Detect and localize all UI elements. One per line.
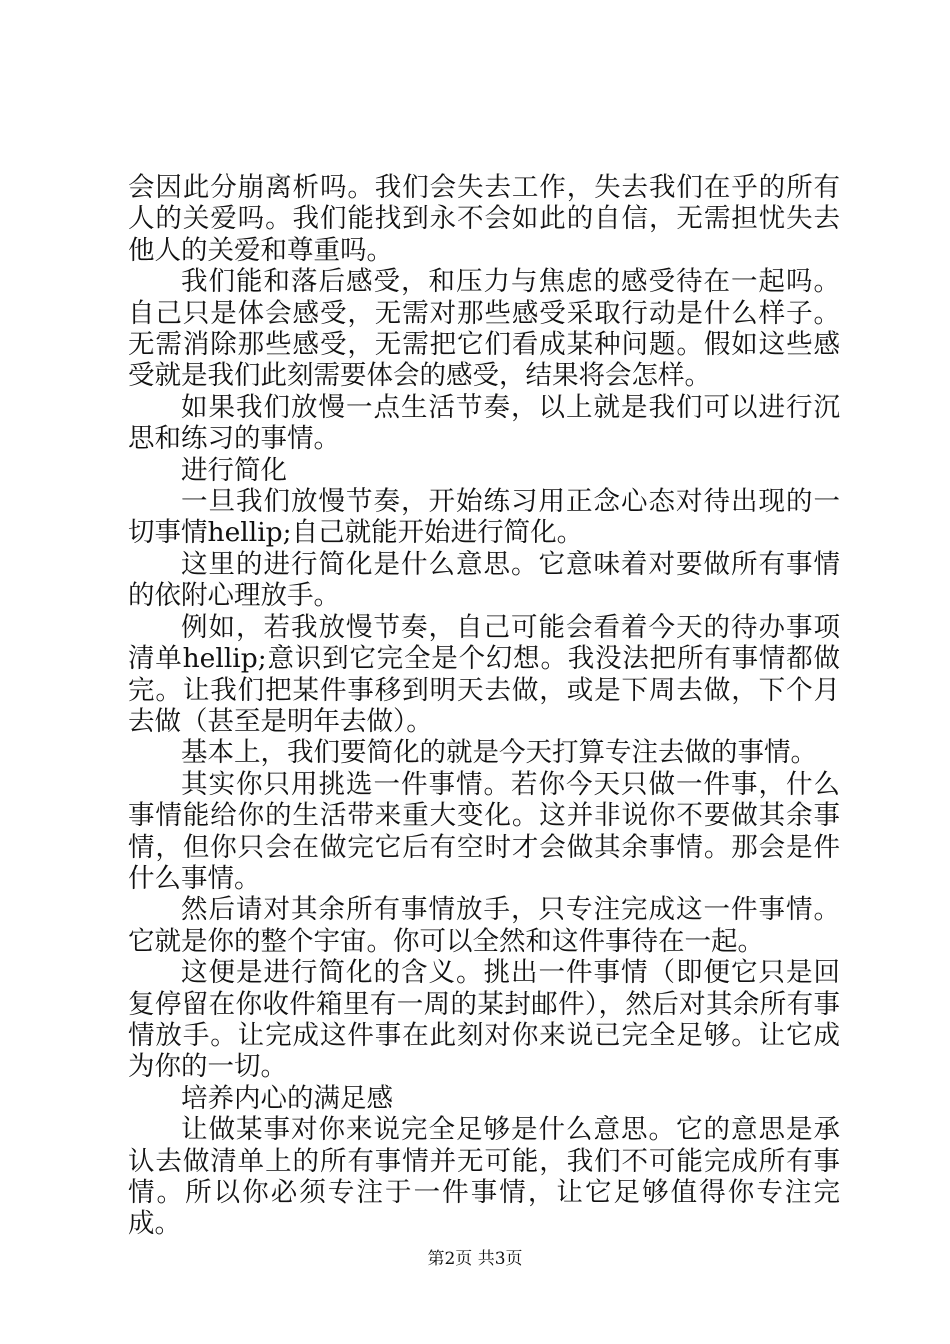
paragraph: 会因此分崩离析吗。我们会失去工作，失去我们在乎的所有人的关爱吗。我们能找到永不会如此的自信，无需担忧失去他人的关爱和尊重吗。 [128,172,840,266]
paragraph: 让做某事对你来说完全足够是什么意思。它的意思是承认去做清单上的所有事情并无可能，我们不可能完成所有事情。所以你必须专注于一件事情，让它足够值得你专注完成。 [128,1114,840,1240]
paragraph: 其实你只用挑选一件事情。若你今天只做一件事，什么事情能给你的生活带来重大变化。这并非说你不要做其余事情，但你只会在做完它后有空时才会做其余事情。那会是件什么事情。 [128,768,840,894]
paragraph: 我们能和落后感受，和压力与焦虑的感受待在一起吗。自己只是体会感受，无需对那些感受采取行动是什么样子。无需消除那些感受，无需把它们看成某种问题。假如这些感受就是我们此刻需要体会的感受，结果将会怎样。 [128,266,840,392]
paragraph: 例如，若我放慢节奏，自己可能会看着今天的待办事项清单hellip;意识到它完全是个幻想。我没法把所有事情都做完。让我们把某件事移到明天去做，或是下周去做，下个月去做（甚至是明年去做）。 [128,611,840,737]
paragraph: 如果我们放慢一点生活节奏，以上就是我们可以进行沉思和练习的事情。 [128,391,840,455]
section-heading: 培养内心的满足感 [181,1082,393,1114]
body-text [128,172,840,1240]
paragraph: 一旦我们放慢节奏，开始练习用正念心态对待出现的一切事情hellip;自己就能开始进行简化。 [128,486,840,549]
paragraph: 这便是进行简化的含义。挑出一件事情（即便它只是回复停留在你收件箱里有一周的某封邮件），然后对其余所有事情放手。让完成这件事在此刻对你来说已完全足够。让它成为你的一切。 [128,957,840,1083]
paragraph: 然后请对其余所有事情放手，只专注完成这一件事情。它就是你的整个宇宙。你可以全然和这件事待在一起。 [128,894,840,957]
page-footer: 第2页 共3页 [427,1249,523,1269]
paragraph: 基本上，我们要简化的就是今天打算专注去做的事情。 [181,737,817,769]
section-heading: 进行简化 [181,454,287,486]
paragraph: 这里的进行简化是什么意思。它意味着对要做所有事情的依附心理放手。 [128,548,840,612]
